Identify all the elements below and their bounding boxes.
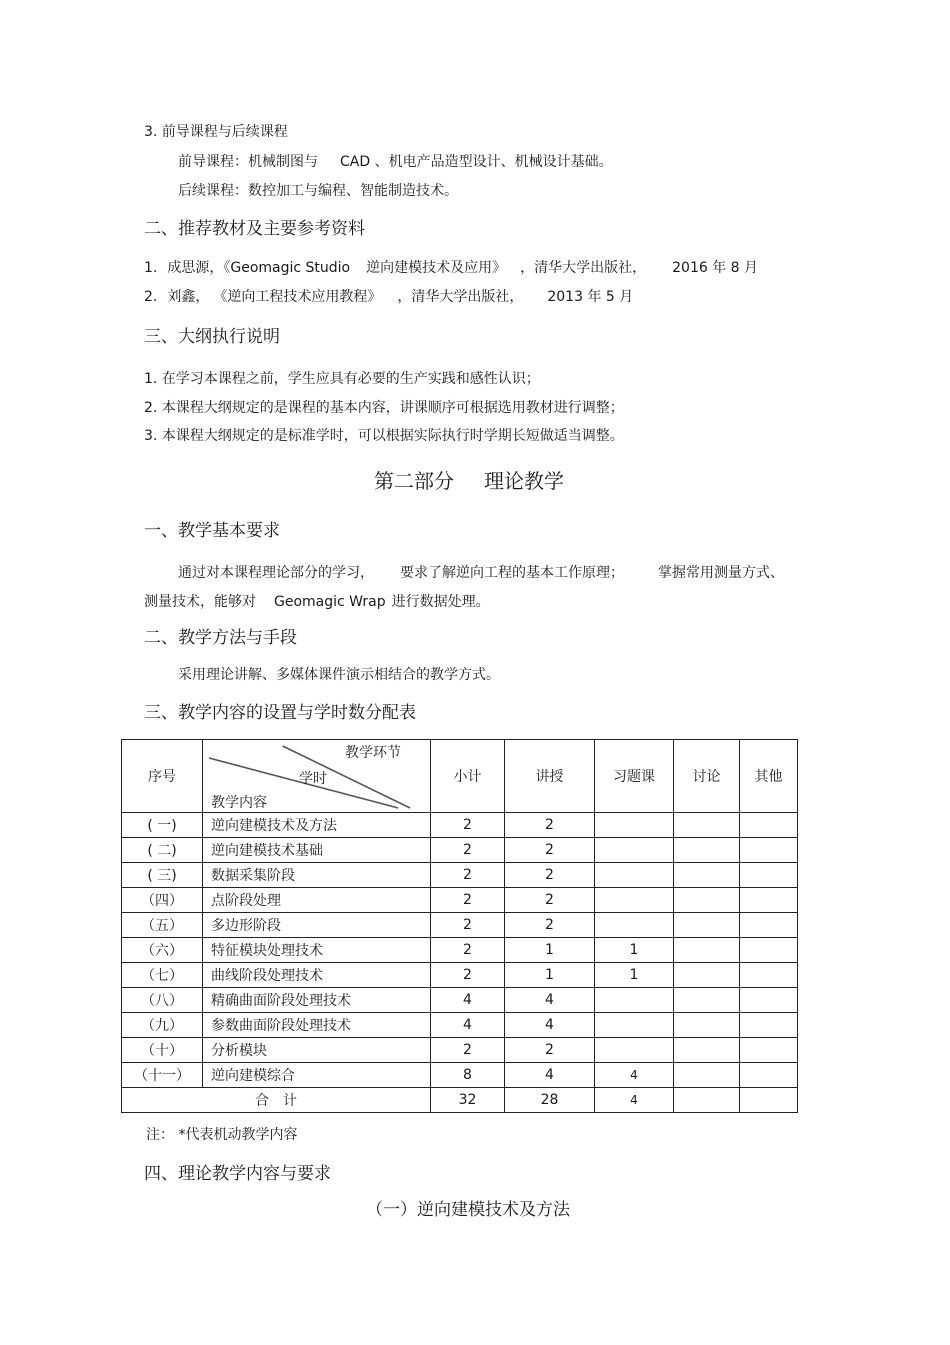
- row-exercise: [595, 988, 674, 1013]
- exec-item-1: 1. 在学习本课程之前，学生应具有必要的生产实践和感性认识；: [144, 371, 540, 387]
- row-lecture: 2: [505, 863, 595, 888]
- method-heading: 二、教学方法与手段: [144, 628, 297, 648]
- req-p2-b: Geomagic Wrap: [274, 594, 386, 610]
- row-discussion: [674, 888, 740, 913]
- header-other: 其他: [740, 740, 798, 813]
- row-discussion: [674, 813, 740, 838]
- req-p2-c: 进行数据处理。: [391, 594, 490, 610]
- header-seq: 序号: [122, 740, 203, 813]
- part-title-b: 理论教学: [484, 469, 564, 493]
- header-diag-bottom: 教学内容: [211, 795, 267, 811]
- row-lecture: 2: [505, 1038, 595, 1063]
- header-diag-mid: 学时: [299, 771, 327, 787]
- table-row: [122, 1038, 798, 1063]
- row-exercise: [595, 813, 674, 838]
- row-discussion: [674, 1063, 740, 1088]
- row-seq: （十一）: [122, 1063, 203, 1088]
- ref-date: 2016 年 8 月: [672, 260, 759, 276]
- row-exercise: 1: [595, 938, 674, 963]
- header-subtotal: 小计: [431, 740, 505, 813]
- row-content: 点阶段处理: [203, 888, 431, 913]
- row-subtotal: 2: [431, 813, 505, 838]
- row-discussion: [674, 1013, 740, 1038]
- row-seq: （五）: [122, 913, 203, 938]
- hours-allocation-table: [121, 739, 798, 1113]
- table-row: [122, 988, 798, 1013]
- table-heading: 三、教学内容的设置与学时数分配表: [144, 703, 416, 723]
- ref-title: 逆向建模技术及应用》: [366, 260, 507, 276]
- ref-num: 2.: [144, 289, 158, 305]
- table-row: [122, 838, 798, 863]
- method-text: 采用理论讲解、多媒体课件演示相结合的教学方式。: [178, 667, 500, 683]
- req-p2-a: 测量技术，能够对: [144, 594, 256, 610]
- table-note: 注： *代表机动教学内容: [146, 1127, 298, 1143]
- row-seq: （九）: [122, 1013, 203, 1038]
- row-exercise: [595, 863, 674, 888]
- row-lecture: 2: [505, 813, 595, 838]
- req-paragraph-line2: [144, 593, 490, 611]
- row-other: [740, 1038, 798, 1063]
- table-row: [122, 913, 798, 938]
- table-total-row: [122, 1088, 798, 1113]
- total-exercise: 4: [595, 1088, 674, 1113]
- section4-subheading: （一）逆向建模技术及方法: [366, 1200, 570, 1220]
- prereq-pre-rest: CAD 、机电产品造型设计、机械设计基础。: [340, 154, 613, 170]
- refs-heading: 二、推荐教材及主要参考资料: [144, 219, 365, 239]
- row-other: [740, 863, 798, 888]
- row-seq: ( 一): [122, 813, 203, 838]
- row-content: 分析模块: [203, 1038, 431, 1063]
- ref-item-1: [144, 259, 758, 277]
- row-other: [740, 813, 798, 838]
- row-seq: ( 二): [122, 838, 203, 863]
- row-exercise: 1: [595, 963, 674, 988]
- row-content: 特征模块处理技术: [203, 938, 431, 963]
- ref-date: 2013 年 5 月: [547, 289, 634, 305]
- ref-title: 《逆向工程技术应用教程》: [213, 289, 382, 305]
- row-seq: （六）: [122, 938, 203, 963]
- ref-num: 1.: [144, 260, 158, 276]
- row-discussion: [674, 988, 740, 1013]
- req-paragraph-line1: [178, 564, 784, 582]
- header-diag-top: 教学环节: [345, 745, 401, 761]
- ref-item-2: [144, 288, 633, 306]
- row-content: 数据采集阶段: [203, 863, 431, 888]
- row-subtotal: 2: [431, 888, 505, 913]
- row-other: [740, 913, 798, 938]
- exec-heading: 三、大纲执行说明: [144, 327, 280, 347]
- row-seq: （十）: [122, 1038, 203, 1063]
- row-lecture: 1: [505, 963, 595, 988]
- row-content: 精确曲面阶段处理技术: [203, 988, 431, 1013]
- row-exercise: [595, 1013, 674, 1038]
- row-exercise: [595, 913, 674, 938]
- row-subtotal: 8: [431, 1063, 505, 1088]
- row-content: 逆向建模技术及方法: [203, 813, 431, 838]
- total-discussion: [674, 1088, 740, 1113]
- row-subtotal: 2: [431, 938, 505, 963]
- row-content: 多边形阶段: [203, 913, 431, 938]
- table-row: [122, 1013, 798, 1038]
- row-seq: ( 三): [122, 863, 203, 888]
- row-lecture: 2: [505, 913, 595, 938]
- ref-publisher: ，清华大学出版社，: [520, 260, 647, 276]
- header-exercise: 习题课: [595, 740, 674, 813]
- row-seq: （八）: [122, 988, 203, 1013]
- table-row: [122, 938, 798, 963]
- req-p1-c: 掌握常用测量方式、: [658, 565, 784, 581]
- prereq-post-line: 后续课程：数控加工与编程、智能制造技术。: [178, 183, 458, 199]
- ref-author: 刘鑫，: [167, 289, 210, 305]
- req-heading: 一、教学基本要求: [144, 521, 280, 541]
- part-title-a: 第二部分: [374, 469, 454, 493]
- prereq-heading: 3. 前导课程与后续课程: [144, 124, 288, 140]
- row-seq: （四）: [122, 888, 203, 913]
- row-other: [740, 888, 798, 913]
- row-discussion: [674, 838, 740, 863]
- table-header-row: [122, 740, 798, 813]
- row-lecture: 2: [505, 888, 595, 913]
- row-discussion: [674, 1038, 740, 1063]
- ref-publisher: ，清华大学出版社，: [397, 289, 524, 305]
- row-content: 参数曲面阶段处理技术: [203, 1013, 431, 1038]
- row-subtotal: 2: [431, 963, 505, 988]
- row-subtotal: 2: [431, 838, 505, 863]
- table-row: [122, 863, 798, 888]
- total-label: 合 计: [122, 1088, 431, 1113]
- row-exercise: 4: [595, 1063, 674, 1088]
- row-exercise: [595, 888, 674, 913]
- row-seq: （七）: [122, 963, 203, 988]
- row-lecture: 4: [505, 988, 595, 1013]
- exec-item-2: 2. 本课程大纲规定的是课程的基本内容，讲课顺序可根据选用教材进行调整；: [144, 400, 624, 416]
- row-discussion: [674, 963, 740, 988]
- row-discussion: [674, 938, 740, 963]
- row-subtotal: 4: [431, 1013, 505, 1038]
- header-discussion: 讨论: [674, 740, 740, 813]
- table-row: [122, 888, 798, 913]
- prereq-pre-label: 前导课程：机械制图与: [178, 154, 318, 170]
- row-subtotal: 2: [431, 1038, 505, 1063]
- row-subtotal: 2: [431, 863, 505, 888]
- total-other: [740, 1088, 798, 1113]
- ref-author: 成思源，《Geomagic Studio: [167, 260, 351, 276]
- exec-item-3: 3. 本课程大纲规定的是标准学时，可以根据实际执行时学期长短做适当调整。: [144, 428, 624, 444]
- header-diagonal-cell: [203, 740, 431, 813]
- row-other: [740, 938, 798, 963]
- req-p1-b: 要求了解逆向工程的基本工作原理；: [400, 565, 624, 581]
- row-subtotal: 2: [431, 913, 505, 938]
- prereq-pre-line: [178, 153, 613, 171]
- row-other: [740, 838, 798, 863]
- row-content: 曲线阶段处理技术: [203, 963, 431, 988]
- row-other: [740, 1013, 798, 1038]
- row-lecture: 4: [505, 1063, 595, 1088]
- row-discussion: [674, 863, 740, 888]
- row-lecture: 4: [505, 1013, 595, 1038]
- row-exercise: [595, 838, 674, 863]
- row-other: [740, 963, 798, 988]
- row-content: 逆向建模综合: [203, 1063, 431, 1088]
- part-title: [374, 468, 564, 494]
- total-lecture: 28: [505, 1088, 595, 1113]
- row-other: [740, 1063, 798, 1088]
- table-row: [122, 963, 798, 988]
- table-body: [122, 813, 798, 1088]
- row-content: 逆向建模技术基础: [203, 838, 431, 863]
- row-discussion: [674, 913, 740, 938]
- table-row: [122, 813, 798, 838]
- section4-heading: 四、理论教学内容与要求: [144, 1164, 331, 1184]
- total-subtotal: 32: [431, 1088, 505, 1113]
- req-p1-a: 通过对本课程理论部分的学习，: [178, 565, 374, 581]
- table-row: [122, 1063, 798, 1088]
- row-subtotal: 4: [431, 988, 505, 1013]
- row-other: [740, 988, 798, 1013]
- row-lecture: 2: [505, 838, 595, 863]
- row-lecture: 1: [505, 938, 595, 963]
- row-exercise: [595, 1038, 674, 1063]
- header-lecture: 讲授: [505, 740, 595, 813]
